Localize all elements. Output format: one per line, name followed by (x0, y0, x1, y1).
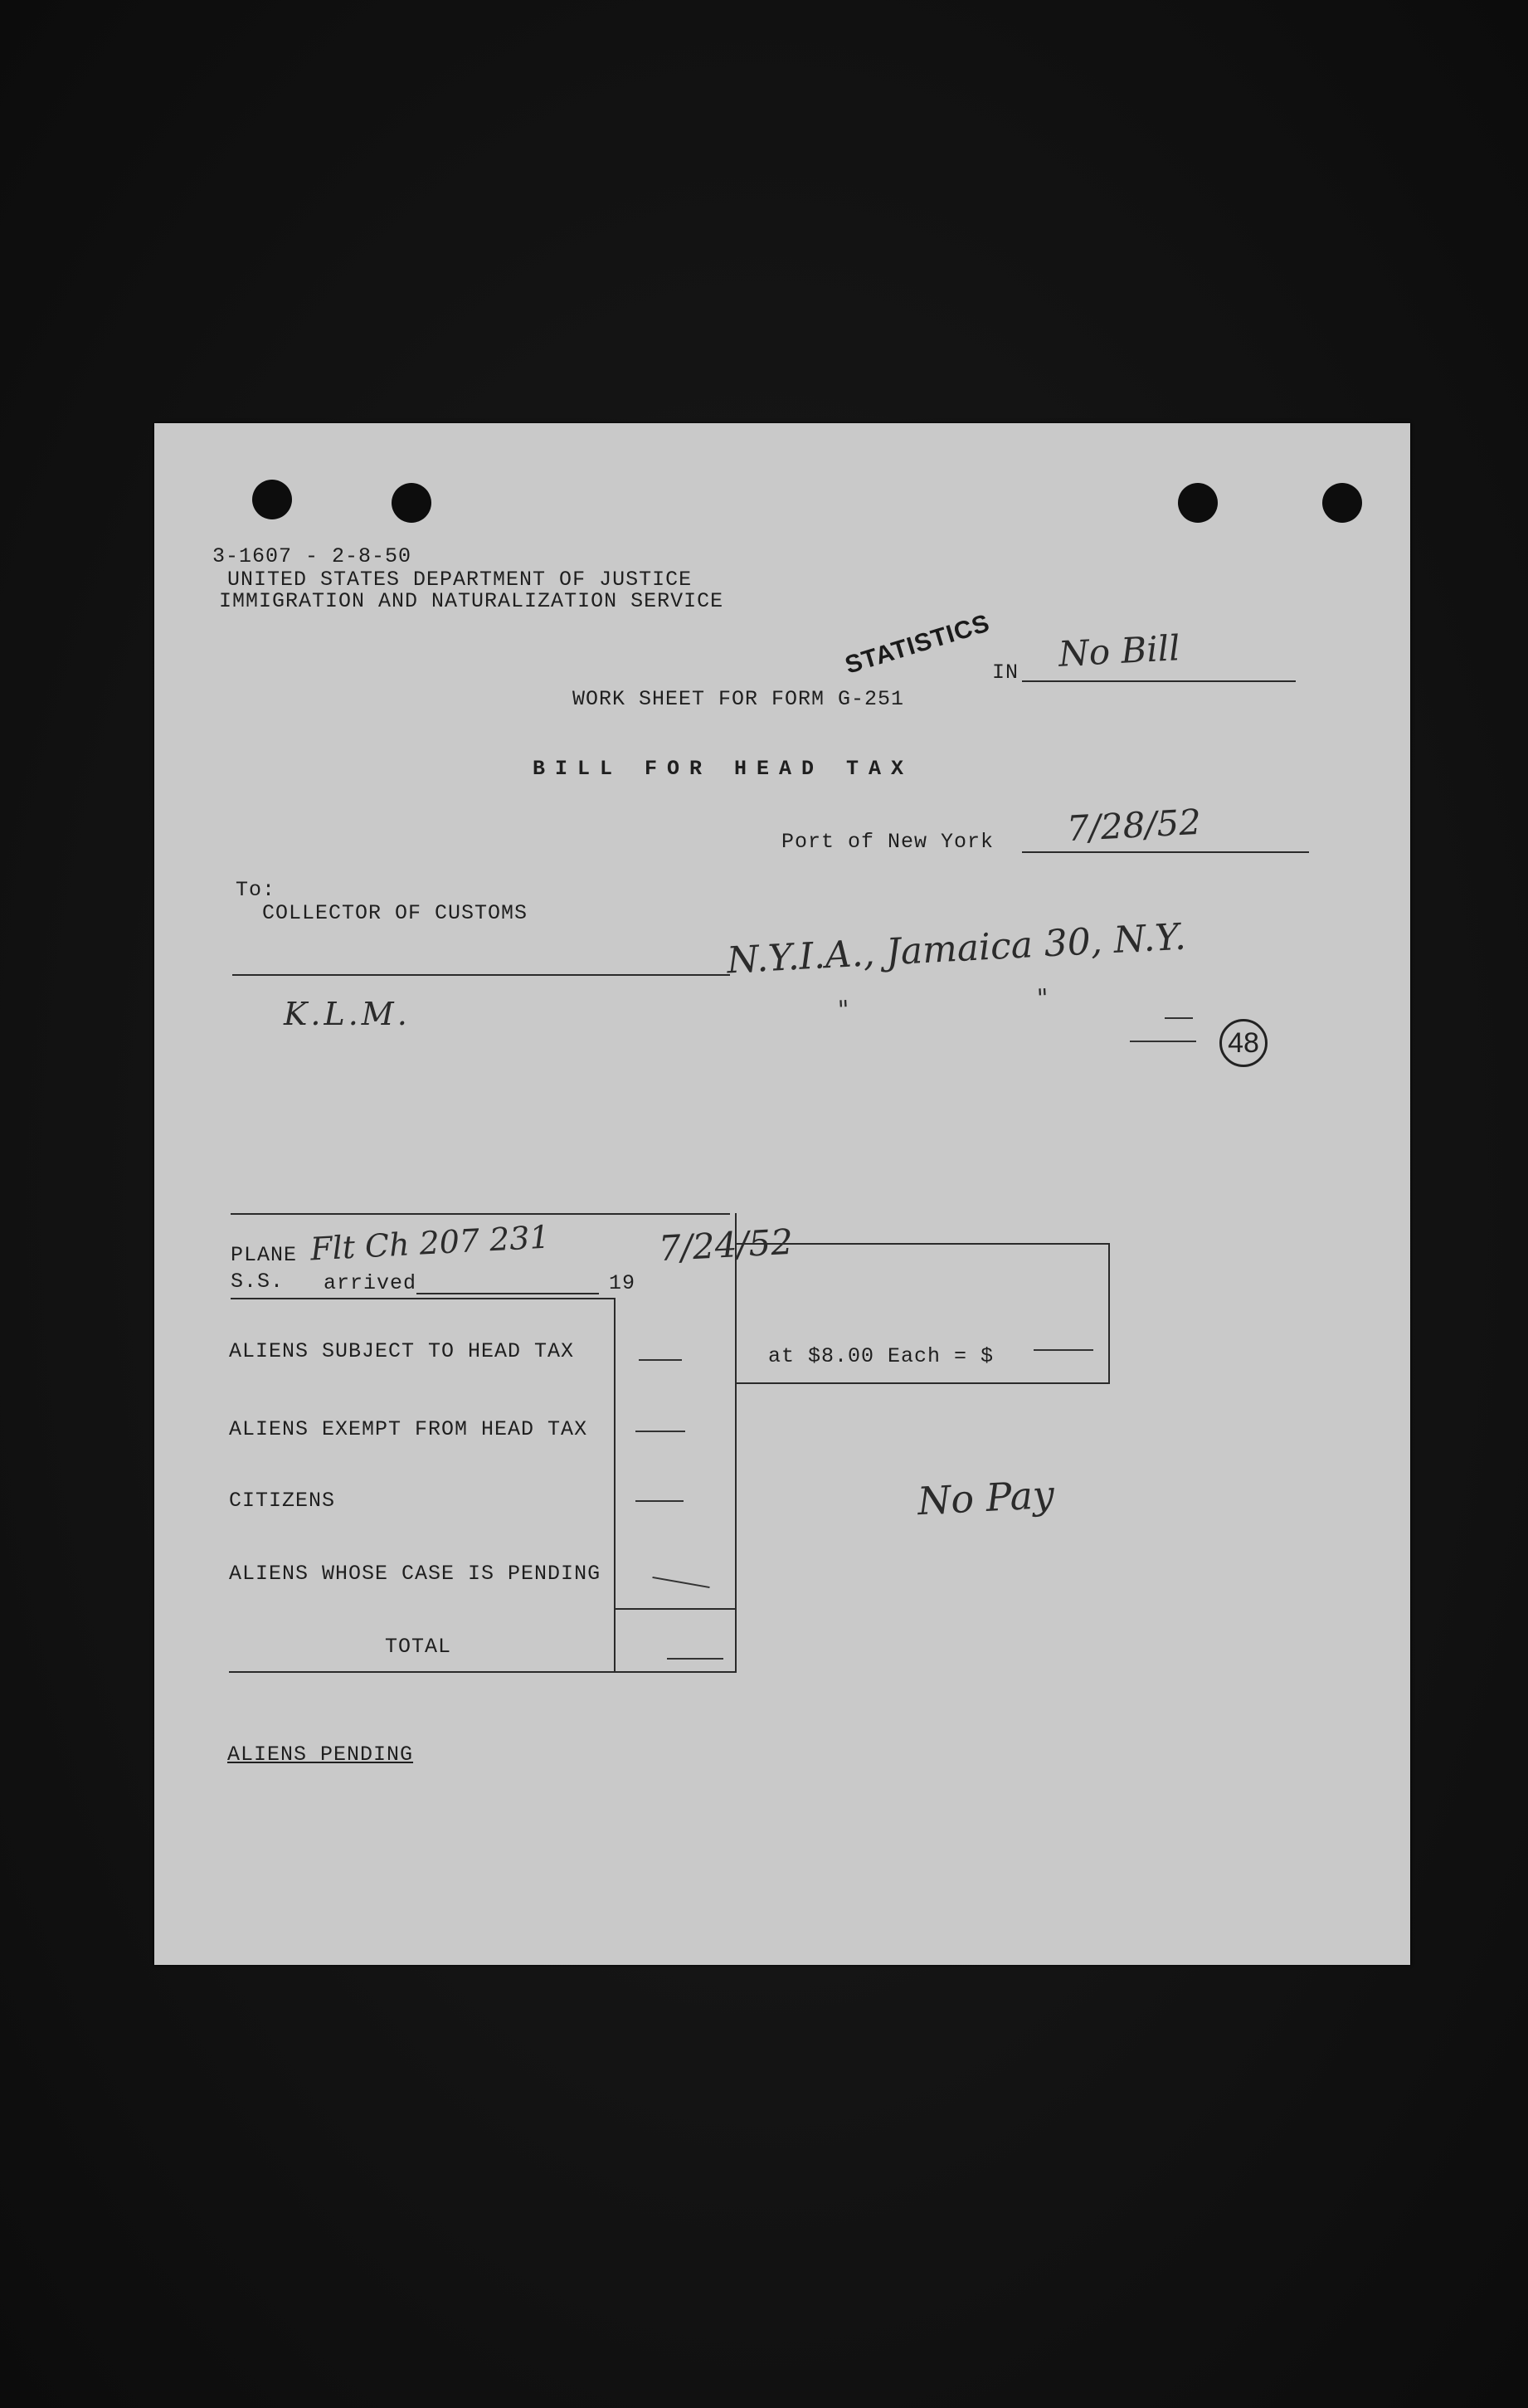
table-top-rule (231, 1213, 730, 1215)
count-dash-citizens (635, 1500, 684, 1502)
document-page (154, 423, 1410, 1965)
in-underline (1022, 680, 1296, 682)
punch-hole-right-1 (1178, 483, 1218, 523)
rate-box-right (1108, 1243, 1110, 1384)
total-label: TOTAL (385, 1635, 452, 1659)
department-name: UNITED STATES DEPARTMENT OF JUSTICE (227, 568, 693, 592)
address-underline (232, 974, 730, 976)
to-label: To: (236, 878, 276, 902)
no-pay-handwritten: No Pay (916, 1471, 1056, 1524)
rate-box-bottom (737, 1382, 1110, 1384)
bill-title: BILL FOR HEAD TAX (533, 757, 914, 781)
count-dash-subject (639, 1359, 682, 1361)
punch-hole-left-1 (252, 480, 292, 519)
count-dash-total (667, 1658, 723, 1660)
punch-hole-right-2 (1322, 483, 1362, 523)
circled-number: 48 (1219, 1019, 1268, 1067)
ditto-mark-1: " (837, 995, 850, 1026)
count-column-left (614, 1298, 616, 1671)
aliens-pending-heading: ALIENS PENDING (227, 1743, 414, 1767)
count-dash-pending (652, 1577, 709, 1588)
subtotal-rule (614, 1608, 737, 1610)
service-name: IMMIGRATION AND NATURALIZATION SERVICE (219, 589, 724, 613)
port-date-underline (1022, 851, 1309, 853)
form-title: WORK SHEET FOR FORM G-251 (572, 687, 905, 711)
port-date-handwritten: 7/28/52 (1065, 801, 1203, 850)
row-aliens-pending: ALIENS WHOSE CASE IS PENDING (229, 1562, 601, 1586)
port-label: Port of New York (781, 830, 995, 854)
row-aliens-subject: ALIENS SUBJECT TO HEAD TAX (229, 1339, 575, 1363)
arrived-label: arrived (324, 1271, 417, 1295)
in-label: IN (992, 660, 1019, 685)
row-aliens-exempt: ALIENS EXEMPT FROM HEAD TAX (229, 1417, 588, 1441)
row-citizens: CITIZENS (229, 1489, 336, 1513)
pencil-dash-2 (1130, 1041, 1196, 1042)
arrival-date-handwritten: 7/24/52 (657, 1221, 795, 1270)
punch-hole-left-2 (392, 483, 431, 523)
form-code: 3-1607 - 2-8-50 (212, 544, 412, 568)
ss-label: S.S. (231, 1270, 285, 1294)
year-prefix: 19 (609, 1271, 636, 1295)
arrived-rule (231, 1298, 616, 1299)
ditto-mark-2: " (1036, 983, 1049, 1014)
rate-text: at $8.00 Each = $ (768, 1344, 995, 1368)
arrived-underline (416, 1293, 599, 1294)
in-handwritten-value: No Bill (1057, 627, 1181, 675)
pencil-dash-1 (1165, 1017, 1193, 1019)
amount-dash (1034, 1349, 1093, 1351)
table-right-border (735, 1213, 737, 1671)
statistics-stamp: STATISTICS (841, 609, 994, 680)
plane-label: PLANE (231, 1243, 298, 1267)
table-bottom-rule (229, 1671, 737, 1673)
address-handwritten: N.Y.I.A., Jamaica 30, N.Y. (726, 915, 1187, 982)
count-dash-exempt (635, 1431, 685, 1432)
plane-handwritten: Flt Ch 207 231 (309, 1218, 551, 1268)
collector-of-customs: COLLECTOR OF CUSTOMS (262, 901, 528, 925)
carrier-handwritten: K.L.M. (284, 996, 411, 1032)
